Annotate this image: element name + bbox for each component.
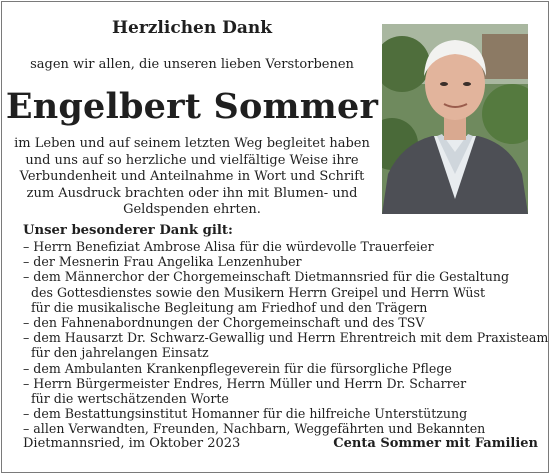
special-thanks-list [23,239,548,437]
thanks-item: – dem Männerchor der Chorgemeinschaft Dietmannsried für die Gestaltung [23,269,510,285]
body-line: zum Ausdruck brachten oder ihn mit Blumen- und [26,185,358,201]
thanks-item: – dem Bestattungsinstitut Homanner für die hilfreiche Unterstützung [23,406,468,422]
thanks-item: – Herrn Benefiziat Ambrose Alisa für die würdevolle Trauerfeier [23,239,434,254]
deceased-name: Engelbert Sommer [5,86,379,127]
body-line: und uns auf so herzliche und vielfältige Weise ihre [25,152,359,168]
thanks-item: des Gottesdienstes sowie den Musikern Herrn Greipel und Herrn Wüst [31,284,486,300]
thanks-item: für den jahrelangen Einsatz [31,345,209,361]
obituary-notice [1,1,549,473]
special-thanks-title: Unser besonderer Dank gilt: [23,223,233,238]
thanks-item: – den Fahnenabordnungen der Chorgemeinschaft und des TSV [23,315,425,331]
thanks-body [2,136,382,219]
body-line: Geldspenden ehrten. [123,202,261,218]
thanks-item: für die musikalische Begleitung am Friedhof und den Trägern [31,299,428,315]
intro-text: sagen wir allen, die unseren lieben Verstorbenen [30,57,354,72]
place-date: Dietmannsried, im Oktober 2023 [23,436,241,451]
signature: Centa Sommer mit Familien [333,436,538,451]
thanks-item: – dem Ambulanten Krankenpflegeverein für die fürsorgliche Pflege [23,360,452,376]
thanks-item: – dem Hausarzt Dr. Schwarz-Gewallig und Herrn Ehrentreich mit dem Praxisteam [23,330,549,346]
thanks-item: – Herrn Bürgermeister Endres, Herrn Müller und Herrn Dr. Scharrer [23,375,467,391]
heading: Herzlichen Dank [111,18,273,38]
portrait-illustration [382,24,528,214]
portrait-photo [382,24,528,214]
body-line: im Leben und auf seinem letzten Weg begleitet haben [14,136,370,151]
thanks-item: – allen Verwandten, Freunden, Nachbarn, Weggefährten und Bekannten [23,421,486,437]
thanks-item: – der Mesnerin Frau Angelika Lenzenhuber [23,254,302,270]
thanks-item: für die wertschätzenden Worte [31,391,229,407]
body-line: Verbundenheit und Anteilnahme in Wort und Schrift [19,169,365,185]
